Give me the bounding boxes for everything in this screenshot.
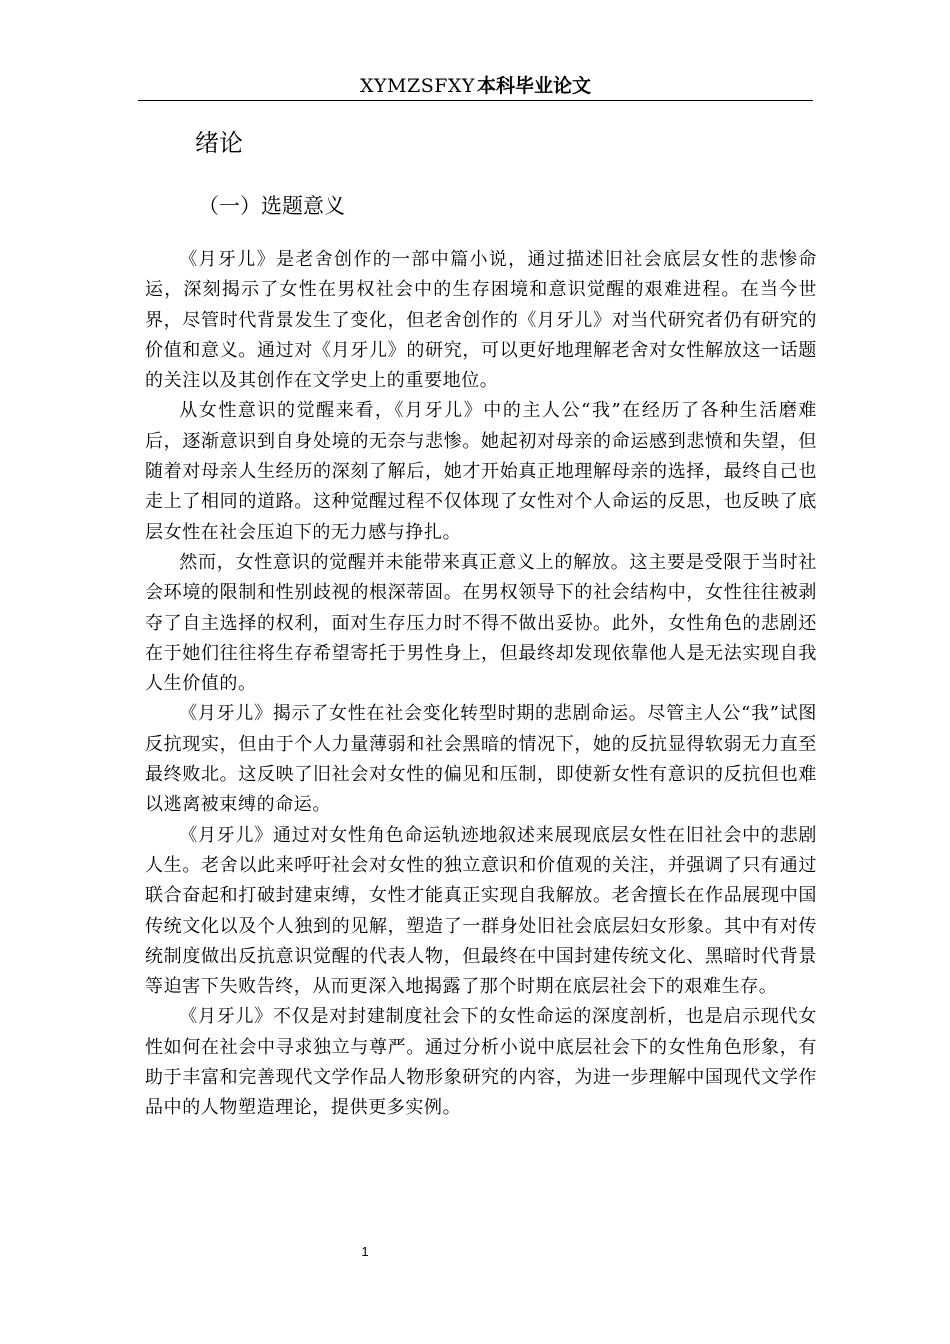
page-header bbox=[138, 74, 813, 101]
paragraph: 然而，女性意识的觉醒并未能带来真正意义上的解放。这主要是受限于当时社会环境的限制和性别歧视的根深蒂固。在男权领导下的社会结构中，女性往往被剥夺了自主选择的权利，面对生存压力时不得不做出妥协。此外，女性角色的悲剧还在于她们往往将生存希望寄托于男性身上，但最终却发现依靠他人是无法实现自我人生价值的。 bbox=[145, 551, 817, 695]
paragraph: 从女性意识的觉醒来看，《月牙儿》中的主人公“我”在经历了各种生活磨难后，逐渐意识到自身处境的无奈与悲惨。她起初对母亲的命运感到悲愤和失望，但随着对母亲人生经历的深刻了解后，她才开始真正地理解母亲的选择，最终自己也走上了相同的道路。这种觉醒过程不仅体现了女性对个人命运的反思，也反映了底层女性在社会压迫下的无力感与挣扎。 bbox=[145, 400, 817, 543]
body-text bbox=[145, 245, 817, 1124]
paragraph: 《月牙儿》不仅是对封建制度社会下的女性命运的深度剖析，也是启示现代女性如何在社会中寻求独立与尊严。通过分析小说中底层社会下的女性角色形象，有助于丰富和完善现代文学作品人物形象研究的内容，为进一步理解中国现代文学作品中的人物塑造理论，提供更多实例。 bbox=[145, 1006, 817, 1119]
section-title: （一）选题意义 bbox=[198, 194, 345, 218]
chapter-title: 绪论 bbox=[195, 129, 243, 157]
paragraph: 《月牙儿》通过对女性角色命运轨迹地叙述来展现底层女性在旧社会中的悲剧人生。老舍以此来呼吁社会对女性的独立意识和价值观的关注，并强调了只有通过联合奋起和打破封建束缚，女性才能真正实现自我解放。老舍擅长在作品展现中国传统文化以及个人独到的见解，塑造了一群身处旧社会底层妇女形象。其中有对传统制度做出反抗意识觉醒的代表人物，但最终在中国封建传统文化、黑暗时代背景等迫害下失败告终，从而更深入地揭露了那个时期在底层社会下的艰难生存。 bbox=[145, 824, 817, 998]
page-number: 1 bbox=[361, 1244, 369, 1259]
paragraph: 《月牙儿》揭示了女性在社会变化转型时期的悲剧命运。尽管主人公“我”试图反抗现实，但由于个人力量薄弱和社会黑暗的情况下，她的反抗显得软弱无力直至最终败北。这反映了旧社会对女性的偏见和压制，即使新女性有意识的反抗但也难以逃离被束缚的命运。 bbox=[145, 703, 817, 816]
header-code: XYMZSFXY bbox=[359, 75, 475, 97]
header-title: 本科毕业论文 bbox=[476, 75, 591, 97]
paragraph: 《月牙儿》是老舍创作的一部中篇小说，通过描述旧社会底层女性的悲惨命运，深刻揭示了女性在男权社会中的生存困境和意识觉醒的艰难进程。在当今世界，尽管时代背景发生了变化，但老舍创作的《月牙儿》对当代研究者仍有研究的价值和意义。通过对《月牙儿》的研究，可以更好地理解老舍对女性解放这一话题的关注以及其创作在文学史上的重要地位。 bbox=[145, 249, 817, 392]
